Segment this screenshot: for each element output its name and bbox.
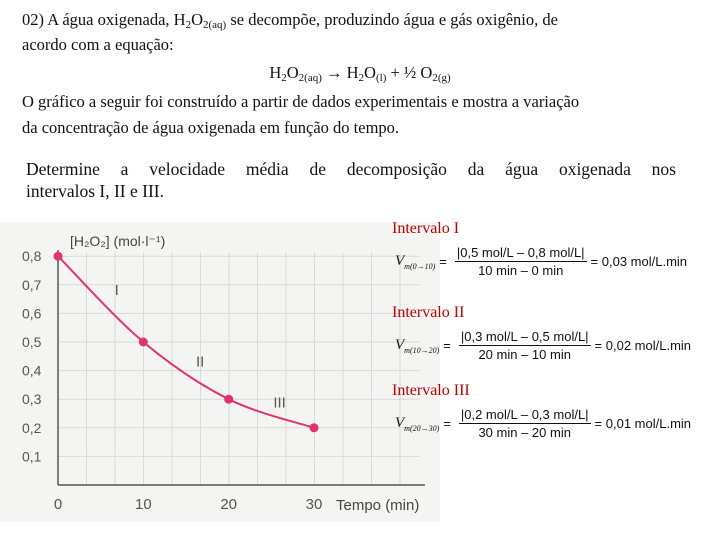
question-line-3: O gráfico a seguir foi construído a partir de dados experimentais e mostra a variação bbox=[22, 92, 580, 111]
y-tick-label: 0,2 bbox=[22, 419, 42, 436]
rate-subscript: m(10→20) bbox=[404, 345, 440, 355]
eq-sub: 2(aq) bbox=[298, 72, 322, 84]
data-point bbox=[310, 423, 319, 432]
x-tick-label: 20 bbox=[220, 496, 238, 513]
data-point bbox=[54, 252, 63, 261]
rate-symbol: $V_{m(0\to 10)}$ bbox=[395, 252, 436, 271]
y-axis-label: [H₂O₂] (mol·l⁻¹) bbox=[70, 233, 166, 249]
eq-text: H bbox=[346, 63, 359, 82]
eq-sub: 2 bbox=[358, 72, 365, 84]
task-paragraph bbox=[26, 158, 676, 202]
chemical-equation bbox=[0, 63, 720, 84]
rate-result: = 0,01 mol/L.min bbox=[594, 416, 692, 431]
region-label: II bbox=[196, 353, 205, 371]
interval-title: Intervalo I bbox=[392, 220, 460, 237]
subscript: 2 bbox=[185, 19, 192, 31]
text-segment: O bbox=[191, 10, 204, 29]
fraction-denominator: 20 min – 10 min bbox=[478, 347, 571, 362]
interval-title: Intervalo III bbox=[392, 382, 470, 399]
concentration-chart bbox=[0, 222, 440, 522]
text-segment: 02) A água oxigenada, H bbox=[22, 10, 186, 29]
data-point bbox=[139, 338, 148, 347]
arrow-icon: → bbox=[321, 63, 347, 82]
rate-result: = 0,02 mol/L.min bbox=[594, 338, 692, 353]
fraction bbox=[455, 245, 587, 278]
task-line-2: intervalos I, II e III. bbox=[26, 181, 164, 201]
y-tick-label: 0,4 bbox=[22, 362, 42, 379]
rate-subscript: m(20→30) bbox=[404, 423, 440, 433]
task-line-1: Determine a velocidade média de decomposição da água oxigenada nos bbox=[26, 159, 676, 179]
y-tick-label: 0,1 bbox=[22, 448, 42, 465]
interval-title: Intervalo II bbox=[392, 304, 465, 321]
equals-sign: = bbox=[443, 416, 451, 431]
question-line-4: da concentração de água oxigenada em função do tempo. bbox=[22, 118, 400, 137]
eq-text: O bbox=[364, 63, 376, 82]
eq-sub: (l) bbox=[375, 72, 387, 84]
fraction-denominator: 30 min – 20 min bbox=[478, 425, 571, 440]
fraction bbox=[459, 407, 591, 440]
rate-symbol: $V_{m(20\to 30)}$ bbox=[395, 414, 440, 433]
eq-text: + ½ O bbox=[386, 63, 433, 82]
region-label: I bbox=[114, 282, 119, 300]
eq-sub: 2(g) bbox=[432, 72, 451, 84]
chart-background bbox=[0, 222, 440, 522]
x-tick-label: 10 bbox=[134, 496, 152, 513]
rate-formula bbox=[395, 329, 691, 362]
question-line-1 bbox=[22, 10, 558, 35]
equals-sign: = bbox=[439, 254, 447, 269]
subscript: 2(aq) bbox=[203, 19, 227, 31]
fraction-numerator: |0,5 mol/L – 0,8 mol/L| bbox=[456, 245, 585, 260]
region-label: III bbox=[273, 394, 286, 412]
question-line-2: acordo com a equação: bbox=[22, 35, 174, 54]
fraction bbox=[459, 329, 591, 362]
y-tick-label: 0,5 bbox=[22, 334, 42, 350]
y-tick-label: 0,8 bbox=[22, 248, 42, 265]
eq-sub: 2 bbox=[281, 72, 287, 84]
x-tick-label: 30 bbox=[305, 496, 323, 513]
data-point bbox=[224, 395, 233, 404]
x-tick-label: 0 bbox=[53, 496, 63, 513]
y-tick-label: 0,6 bbox=[22, 305, 42, 322]
fraction-numerator: |0,3 mol/L – 0,5 mol/L| bbox=[460, 329, 589, 344]
rate-symbol: $V_{m(10\to 20)}$ bbox=[395, 336, 440, 355]
text-segment: se decompõe, produzindo água e gás oxigênio, de bbox=[226, 10, 558, 29]
equals-sign: = bbox=[443, 338, 451, 353]
x-axis-label: Tempo (min) bbox=[336, 497, 420, 514]
eq-text: O bbox=[286, 63, 299, 82]
rate-formula bbox=[395, 407, 691, 440]
y-tick-label: 0,3 bbox=[22, 391, 42, 408]
rate-subscript: m(0→10) bbox=[404, 261, 436, 271]
fraction-denominator: 10 min – 0 min bbox=[478, 263, 564, 278]
y-tick-label: 0,7 bbox=[22, 276, 42, 293]
eq-text: H bbox=[269, 63, 282, 82]
rate-result: = 0,03 mol/L.min bbox=[590, 254, 688, 269]
fraction-numerator: |0,2 mol/L – 0,3 mol/L| bbox=[460, 407, 589, 422]
rate-formula bbox=[395, 245, 687, 278]
